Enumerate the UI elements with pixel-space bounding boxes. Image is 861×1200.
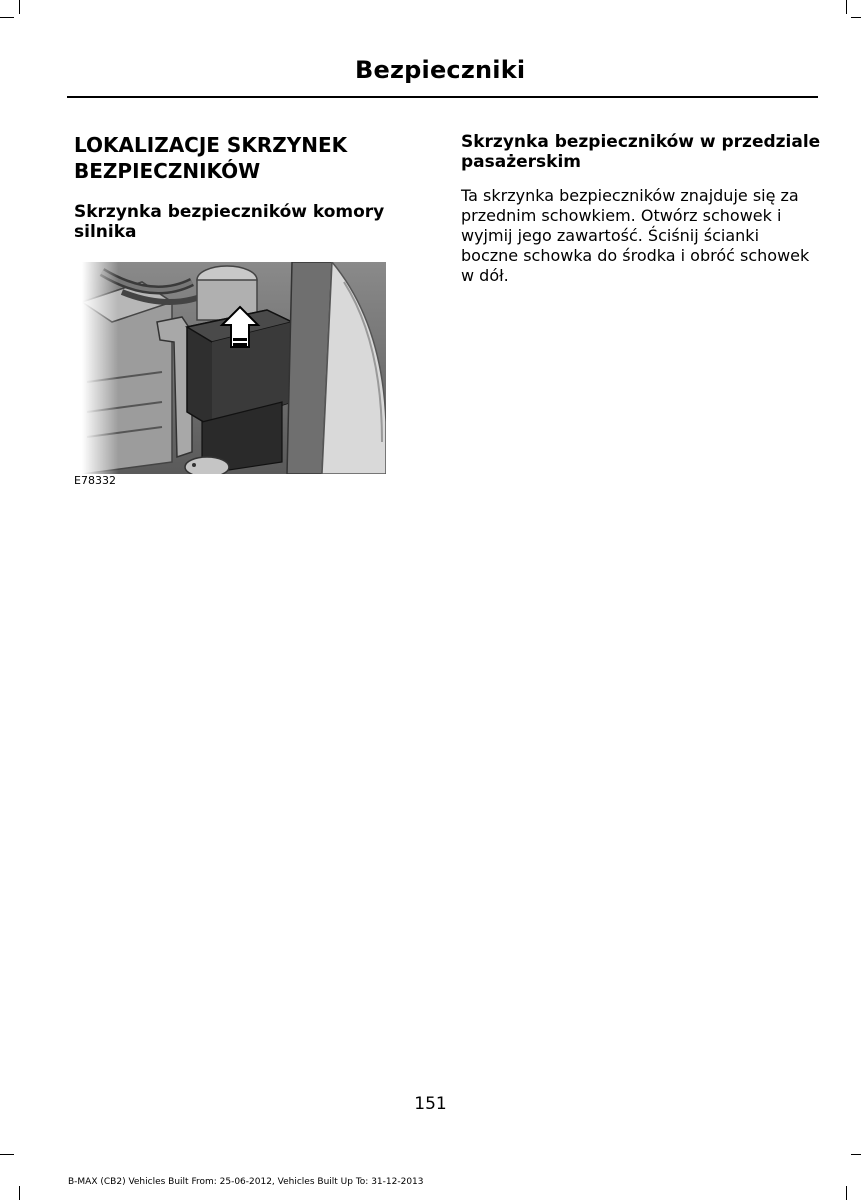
page-title: Bezpieczniki bbox=[355, 56, 526, 84]
crop-mark bbox=[19, 0, 20, 14]
crop-mark bbox=[846, 1186, 847, 1200]
engine-bay-drawing bbox=[82, 262, 386, 474]
page-number: 151 bbox=[414, 1094, 447, 1114]
passenger-fusebox-body: Ta skrzynka bezpieczników znajduje się za przednim schowkiem. Otwórz schowek i wyjmij jego zawartość. Ściśnij ścianki boczne schowka do środka i obróć schowek w dół. bbox=[461, 186, 810, 285]
header-rule bbox=[67, 96, 818, 98]
crop-mark bbox=[19, 1186, 20, 1200]
figure-code: E78332 bbox=[74, 474, 116, 487]
crop-mark bbox=[0, 1154, 14, 1155]
crop-mark bbox=[846, 0, 847, 14]
section-heading: LOKALIZACJE SKRZYNEK BEZPIECZNIKÓW bbox=[74, 133, 348, 183]
left-column bbox=[74, 132, 419, 242]
right-column bbox=[461, 132, 821, 286]
passenger-fusebox-subheading: Skrzynka bezpieczników w przedziale pasażerskim bbox=[461, 132, 821, 172]
crop-mark bbox=[0, 17, 14, 18]
crop-mark bbox=[851, 17, 861, 18]
engine-fusebox-subheading: Skrzynka bezpieczników komory silnika bbox=[74, 202, 385, 242]
engine-fusebox-illustration bbox=[82, 262, 386, 474]
crop-mark bbox=[851, 1154, 861, 1155]
footer-text: B-MAX (CB2) Vehicles Built From: 25-06-2012, Vehicles Built Up To: 31-12-2013 bbox=[68, 1177, 424, 1187]
